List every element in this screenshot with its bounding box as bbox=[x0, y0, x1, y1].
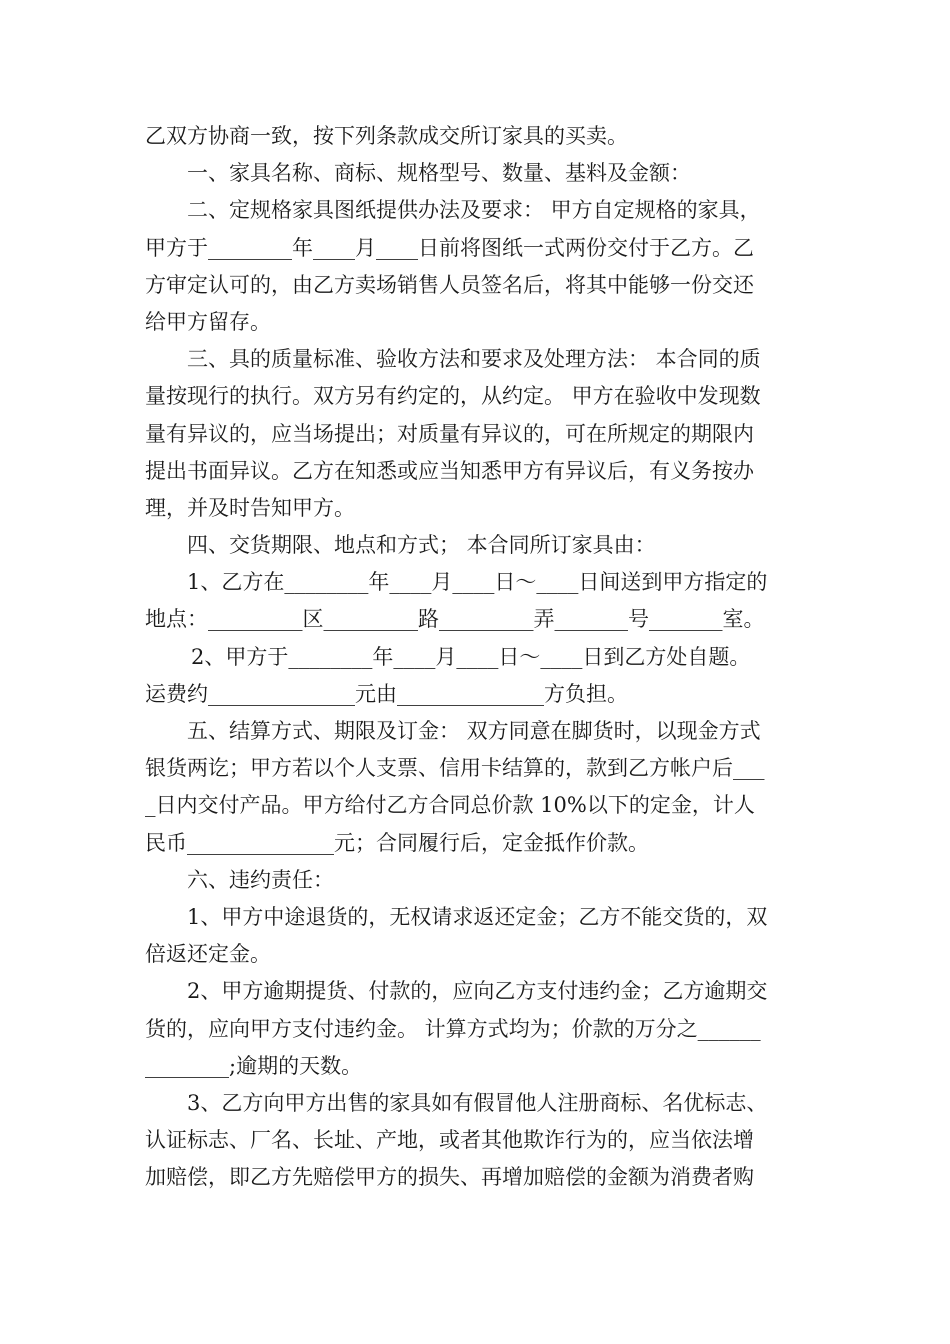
text-line: 方审定认可的，由乙方卖场销售人员签名后，将其中能够一份交还 bbox=[145, 272, 754, 297]
text-line: 民币______________元；合同履行后，定金抵作价款。 bbox=[145, 830, 649, 855]
clause-item: 3、乙方向甲方出售的家具如有假冒他人注册商标、名优标志、 bbox=[187, 1090, 768, 1115]
section-heading: 三、具的质量标准、验收方法和要求及处理方法： 本合同的质 bbox=[187, 347, 761, 372]
text-line: 给甲方留存。 bbox=[145, 309, 271, 334]
text-line: _日内交付产品。甲方给付乙方合同总价款 10%以下的定金，计人 bbox=[145, 793, 755, 818]
clause-item: 1、乙方在________年____月____日～____日间送到甲方指定的 bbox=[187, 570, 768, 595]
text-line: 认证标志、厂名、长址、产地，或者其他欺诈行为的，应当依法增 bbox=[145, 1128, 754, 1153]
section-heading: 一、家具名称、商标、规格型号、数量、基料及金额： bbox=[187, 161, 691, 186]
clause-item: 1、甲方中途退货的，无权请求返还定金；乙方不能交货的，双 bbox=[187, 904, 768, 929]
text-line: 货的，应向甲方支付违约金。 计算方式均为；价款的万分之______ bbox=[145, 1016, 761, 1041]
text-line: 量按现行的执行。双方另有约定的，从约定。 甲方在验收中发现数 bbox=[145, 384, 761, 409]
text-line: 地点：_________区_________路_________弄_______号_______室。 bbox=[145, 607, 765, 632]
text-line: 倍返还定金。 bbox=[145, 942, 271, 967]
clause-item: 2、甲方逾期提货、付款的，应向乙方支付违约金；乙方逾期交 bbox=[187, 979, 768, 1004]
text-line: 提出书面异议。乙方在知悉或应当知悉甲方有异议后，有义务按办 bbox=[145, 458, 754, 483]
section-heading: 二、定规格家具图纸提供办法及要求： 甲方自定规格的家具， bbox=[187, 198, 761, 223]
text-line: 量有异议的，应当场提出；对质量有异议的，可在所规定的期限内 bbox=[145, 421, 754, 446]
section-heading: 五、结算方式、期限及订金： 双方同意在脚货时，以现金方式 bbox=[187, 719, 761, 743]
document-page bbox=[145, 118, 811, 1196]
text-line: 理，并及时告知甲方。 bbox=[145, 495, 355, 520]
section-heading: 六、违约责任： bbox=[187, 867, 334, 892]
text-line: 运费约______________元由______________方负担。 bbox=[145, 681, 628, 706]
text-line: ________;逾期的天数。 bbox=[145, 1053, 363, 1078]
text-line: 乙双方协商一致，按下列条款成交所订家具的买卖。 bbox=[145, 124, 628, 148]
clause-item: 2、甲方于________年____月____日～____日到乙方处自题。 bbox=[191, 644, 751, 669]
text-line: 加赔偿，即乙方先赔偿甲方的损失、再增加赔偿的金额为消费者购 bbox=[145, 1165, 754, 1190]
text-line: 银货两讫；甲方若以个人支票、信用卡结算的，款到乙方帐户后___ bbox=[145, 756, 765, 781]
text-line: 甲方于________年____月____日前将图纸一式两份交付于乙方。乙 bbox=[145, 235, 754, 260]
section-heading: 四、交货期限、地点和方式； 本合同所订家具由： bbox=[187, 533, 656, 558]
